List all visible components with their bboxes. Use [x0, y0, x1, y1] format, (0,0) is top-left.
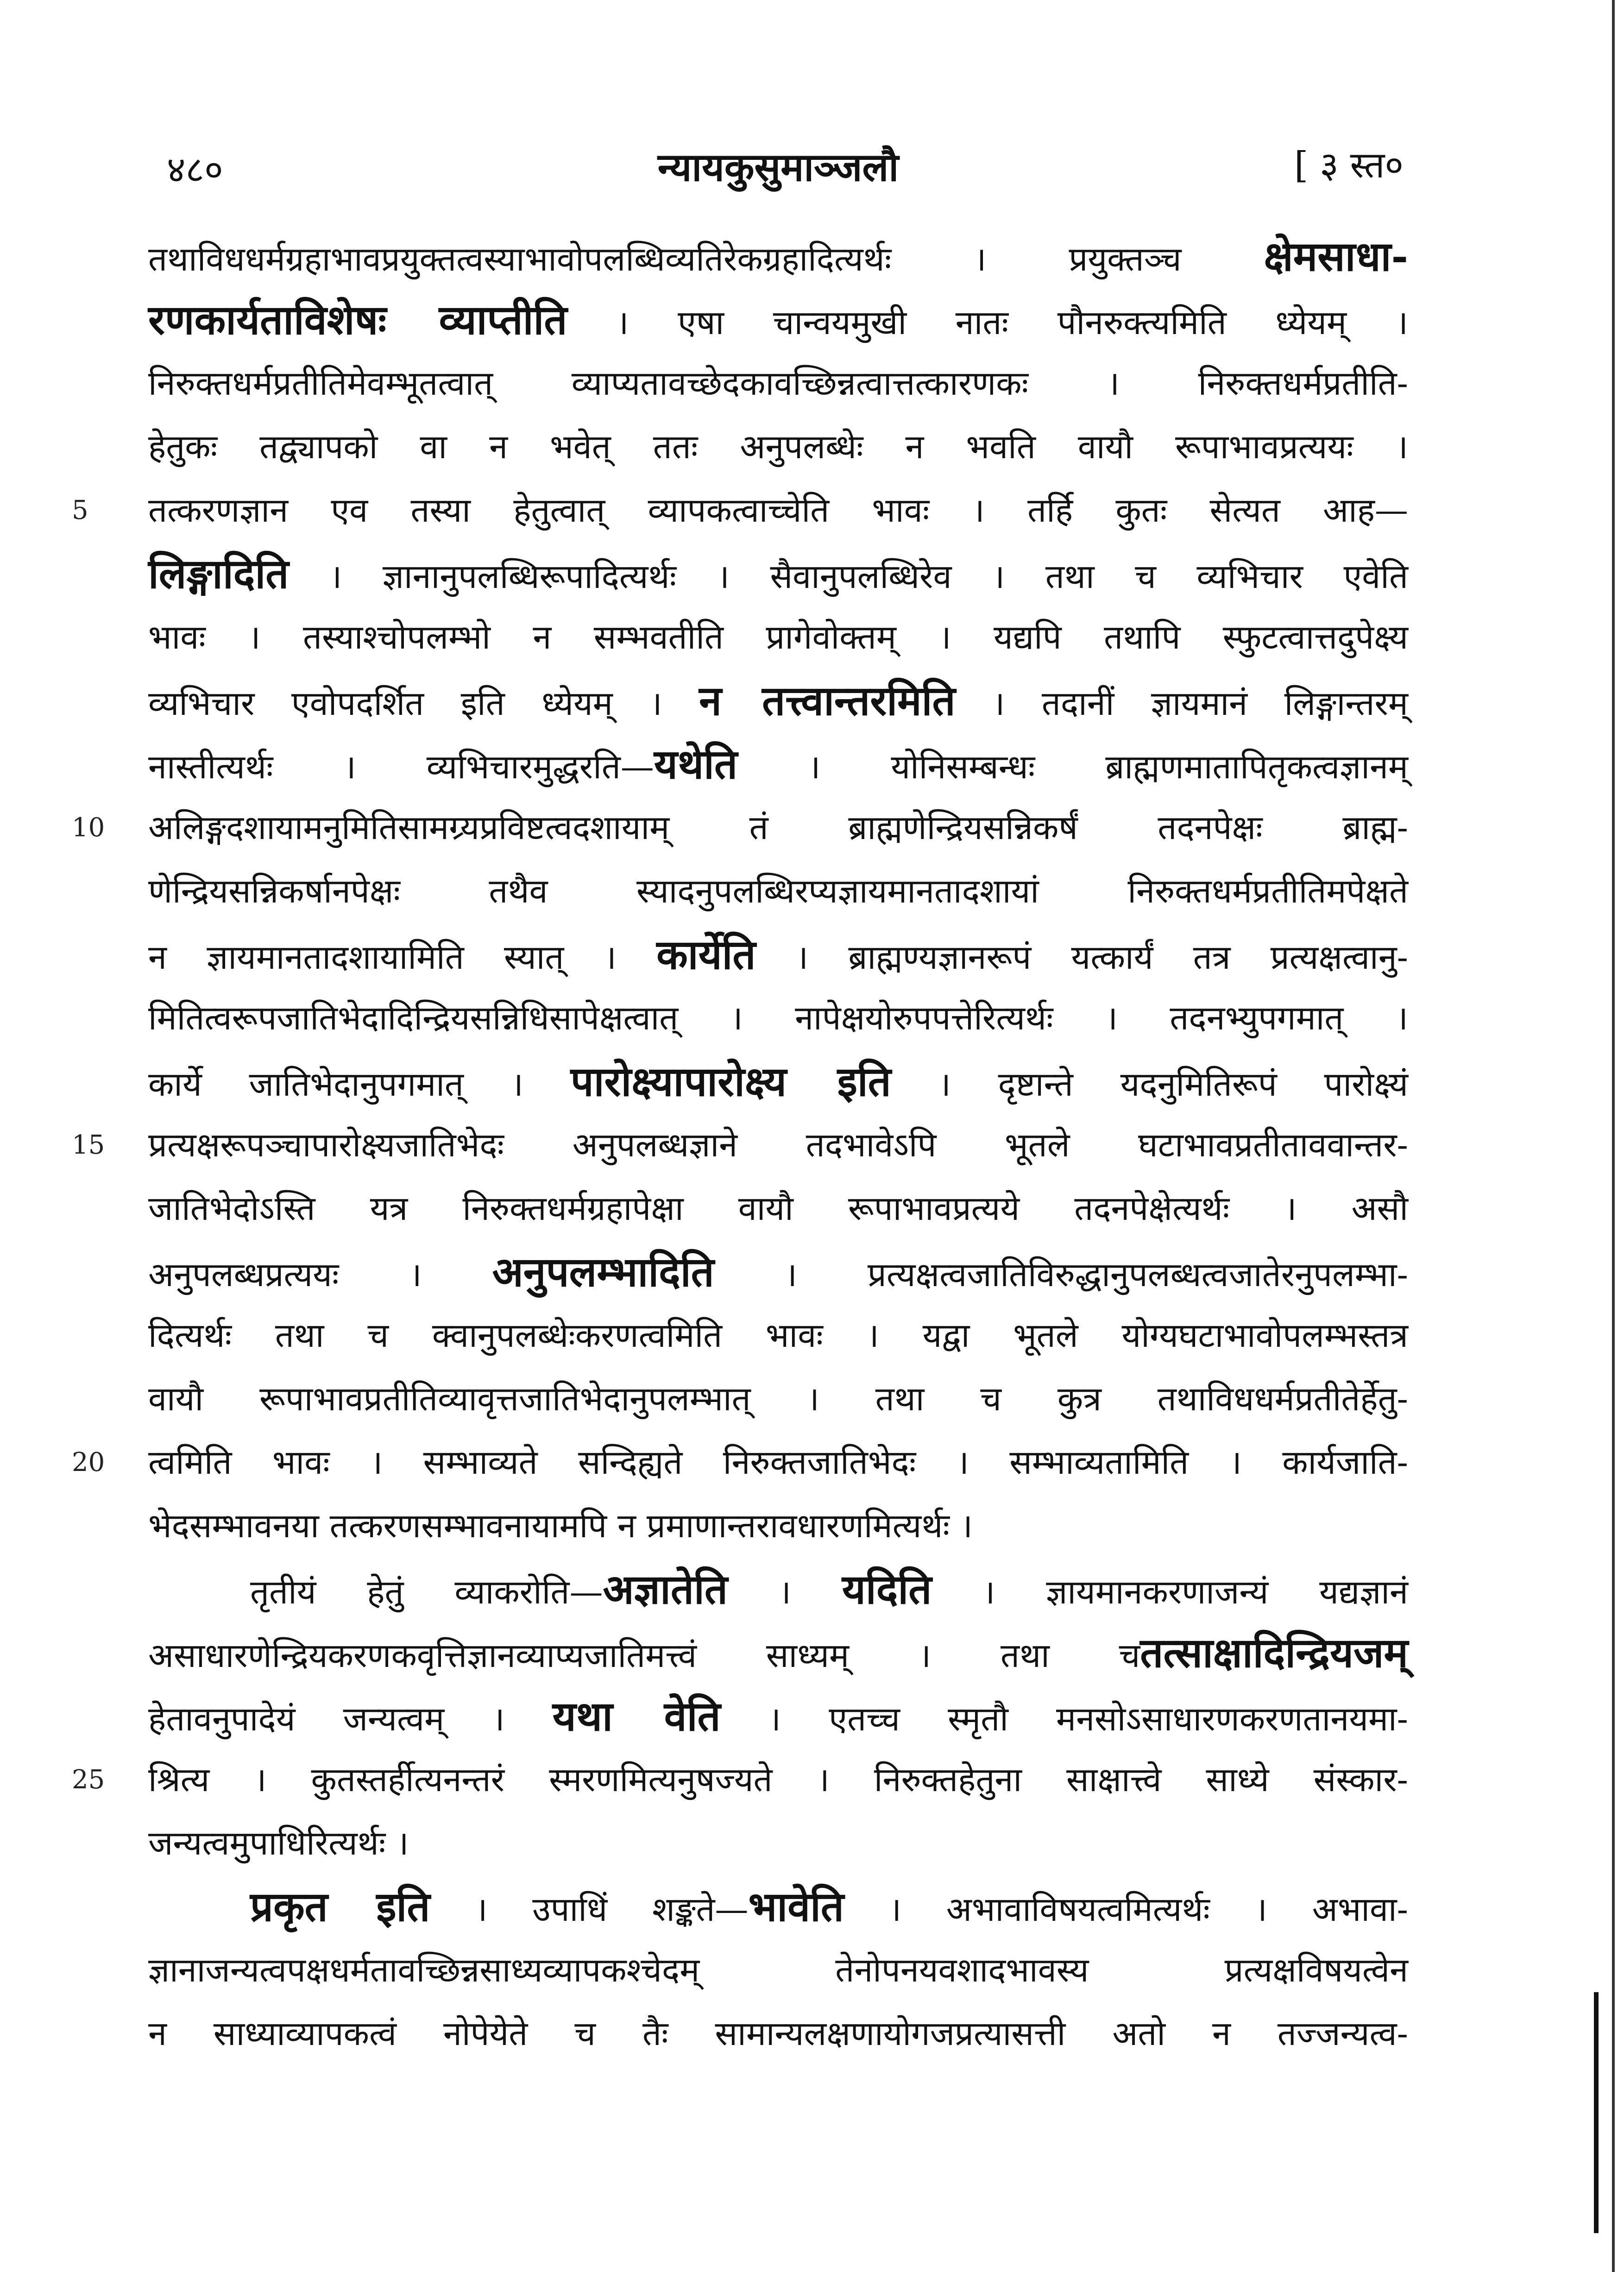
lemma-heading: भावेति	[748, 1882, 844, 1931]
text-line	[148, 2002, 1408, 2065]
text-line	[148, 859, 1408, 923]
page-number: ४८०	[167, 149, 223, 191]
lemma-heading: तत्साक्षादिन्द्रियजम्	[1140, 1628, 1408, 1677]
lemma-heading: कार्येति	[656, 930, 756, 978]
lemma-heading: अनुपलम्भादिति	[492, 1248, 714, 1296]
lemma-heading: अज्ञातेति	[603, 1565, 728, 1613]
text-line	[148, 1240, 1408, 1304]
line-text: । ब्राह्मण्यज्ञानरूपं यत्कार्यं तत्र प्रत्यक्षत्वानु-	[755, 938, 1408, 977]
text-line	[148, 986, 1408, 1050]
commentary-text	[72, 225, 1409, 2065]
line-text: । एतच्च स्मृतौ मनसोऽसाधारणकरणतानयमा-	[720, 1699, 1408, 1738]
text-line	[148, 415, 1408, 479]
line-text: भेदसम्भावनया तत्करणसम्भावनायामपि न प्रमाणान्तरावधारणमित्यर्थः ।	[148, 1506, 973, 1545]
line-text: । ज्ञायमानकरणाजन्यं यद्यज्ञानं	[932, 1572, 1408, 1611]
lemma-heading: पारोक्ष्यापारोक्ष्य इति	[570, 1057, 891, 1105]
text-line	[148, 669, 1408, 732]
line-text: प्रत्यक्षरूपञ्चापारोक्ष्यजातिभेदः अनुपलब्धज्ञाने तदभावेऽपि भूतले घटाभावप्रतीताववान्तर-	[148, 1125, 1408, 1164]
line-text: न ज्ञायमानतादशायामिति स्यात् ।	[148, 938, 657, 977]
line-text: तृतीयं हेतुं व्याकरोति—	[250, 1572, 603, 1611]
text-line	[72, 1113, 1408, 1177]
line-text: णेन्द्रियसन्निकर्षानपेक्षः तथैव स्यादनुपलब्धिरप्यज्ञायमानतादशायां निरुक्तधर्मप्रतीतिमपेक्षते	[148, 871, 1408, 910]
line-number: 20	[72, 1447, 105, 1477]
line-text: वायौ रूपाभावप्रतीतिव्यावृत्तजातिभेदानुपलम्भात् । तथा च कुत्र तथाविधधर्मप्रतीतेर्हेतु-	[148, 1379, 1408, 1418]
text-line	[148, 1621, 1408, 1685]
text-line	[148, 288, 1408, 352]
line-text: । एषा चान्वयमुखी नातः पौनरुक्त्यमिति ध्येयम् ।	[567, 303, 1408, 342]
line-text: श्रित्य । कुतस्तर्हीत्यनन्तरं स्मरणमित्यनुषज्यते । निरुक्तहेतुना साक्षात्त्वे साध्ये संस्कार-	[148, 1760, 1408, 1799]
text-line	[72, 796, 1408, 859]
line-text: निरुक्तधर्मप्रतीतिमेवम्भूतत्वात् व्याप्यतावच्छेदकावच्छिन्नत्वात्तत्कारणकः । निरुक्तधर्मप्रतीति-	[148, 364, 1408, 403]
line-text: जन्यत्वमुपाधिरित्यर्थः ।	[148, 1824, 409, 1862]
running-title: न्यायकुसुमाञ्जलौ	[657, 144, 899, 190]
line-text: व्यभिचार एवोपदर्शित इति ध्येयम् ।	[148, 684, 699, 723]
text-line	[148, 1811, 1408, 1875]
lemma-heading: न तत्त्वान्तरमिति	[699, 676, 956, 725]
line-text: अलिङ्गदशायामनुमितिसामग्र्यप्रविष्टत्वदशायाम् तं ब्राह्मणेन्द्रियसन्निकर्षं तदनपेक्षः ब्राह्म-	[148, 808, 1408, 847]
text-line	[148, 1177, 1408, 1240]
text-line	[148, 1304, 1408, 1367]
line-text: हेतुकः तद्व्यापको वा न भवेत् ततः अनुपलब्धेः न भवति वायौ रूपाभावप्रत्ययः ।	[148, 427, 1408, 466]
line-text: मितित्वरूपजातिभेदादिन्द्रियसन्निधिसापेक्षत्वात् । नापेक्षयोरुपपत्तेरित्यर्थः । तदनभ्युपगमात् ।	[148, 998, 1408, 1037]
lemma-heading: प्रकृत इति	[250, 1882, 430, 1931]
line-text: । दृष्टान्ते यदनुमितिरूपं पारोक्ष्यं	[891, 1065, 1409, 1104]
line-text: हेतावनुपादेयं जन्यत्वम् ।	[148, 1699, 553, 1738]
line-text: असाधारणेन्द्रियकरणकवृत्तिज्ञानव्याप्यजातिमत्त्वं साध्यम् । तथा च	[148, 1636, 1140, 1675]
line-text: । योनिसम्बन्धः ब्राह्मणमातापितृकत्वज्ञानम्	[737, 747, 1408, 786]
line-text: त्वमिति भावः । सम्भाव्यते सन्दिह्यते निरुक्तजातिभेदः । सम्भाव्यतामिति । कार्यजाति-	[148, 1443, 1408, 1482]
line-number: 10	[72, 813, 105, 843]
line-number: 25	[72, 1765, 105, 1795]
text-line	[148, 1558, 1408, 1621]
line-text: भावः । तस्याश्चोपलम्भो न सम्भवतीति प्रागेवोक्तम् । यद्यपि तथापि स्फुटत्वात्तदुपेक्ष्य	[148, 618, 1408, 656]
lemma-heading: क्षेमसाधा-	[1264, 232, 1408, 280]
text-line	[148, 1685, 1408, 1748]
lemma-heading: यदिति	[842, 1565, 932, 1613]
text-line	[148, 352, 1408, 415]
line-text: जातिभेदोऽस्ति यत्र निरुक्तधर्मग्रहापेक्षा वायौ रूपाभावप्रत्यये तदनपेक्षेत्यर्थः । असौ	[148, 1189, 1408, 1228]
line-text: कार्ये जातिभेदानुपगमात् ।	[148, 1065, 571, 1104]
text-line	[148, 732, 1408, 796]
line-text: न साध्याव्यापकत्वं नोपेयेते च तैः सामान्यलक्षणायोगजप्रत्यासत्ती अतो न तज्जन्यत्व-	[148, 2014, 1408, 2053]
line-number: 5	[72, 495, 88, 525]
line-text: । अभावाविषयत्वमित्यर्थः । अभावा-	[844, 1890, 1408, 1929]
lemma-heading: यथा वेति	[552, 1692, 721, 1740]
page-header	[153, 139, 1404, 195]
text-line	[148, 606, 1408, 669]
text-line	[148, 1494, 1408, 1558]
text-line	[148, 225, 1408, 288]
text-line	[148, 542, 1408, 606]
lemma-heading: रणकार्यताविशेषः व्याप्तीति	[148, 296, 567, 344]
text-line	[72, 1431, 1408, 1494]
line-text: दित्यर्थः तथा च क्वानुपलब्धेःकरणत्वमिति भावः । यद्वा भूतले योग्यघटाभावोपलम्भस्तत्र	[148, 1316, 1408, 1355]
section-marker: [ ३ स्त०	[1294, 145, 1404, 186]
line-text: । उपाधिं शङ्कते—	[430, 1890, 749, 1929]
line-text: । ज्ञानानुपलब्धिरूपादित्यर्थः । सैवानुपलब्धिरेव । तथा च व्यभिचार एवेति	[289, 557, 1408, 596]
text-line	[148, 1875, 1408, 1938]
text-line	[148, 1938, 1408, 2002]
lemma-heading: लिङ्गादिति	[148, 549, 289, 598]
lemma-heading: यथेति	[654, 740, 738, 788]
line-text: । प्रत्यक्षत्वजातिविरुद्धानुपलब्धत्वजातेरनुपलम्भा-	[714, 1255, 1408, 1294]
line-text: ।	[728, 1572, 842, 1611]
line-number: 15	[72, 1130, 105, 1160]
text-line	[72, 1748, 1408, 1811]
line-text: ज्ञानाजन्यत्वपक्षधर्मतावच्छिन्नसाध्यव्यापकश्चेदम् तेनोपनयवशादभावस्य प्रत्यक्षविषयत्वेन	[148, 1950, 1408, 1989]
line-text: । तदानीं ज्ञायमानं लिङ्गान्तरम्	[955, 684, 1408, 723]
text-line	[148, 1367, 1408, 1431]
text-line	[72, 479, 1408, 542]
text-line	[148, 923, 1408, 986]
line-text: तत्करणज्ञान एव तस्या हेतुत्वात् व्यापकत्वाच्चेति भावः । तर्हि कुतः सेत्यत आह—	[148, 491, 1408, 530]
line-text: नास्तीत्यर्थः । व्यभिचारमुद्धरति—	[148, 747, 654, 786]
text-line	[148, 1050, 1408, 1113]
line-text: तथाविधधर्मग्रहाभावप्रयुक्तत्वस्याभावोपलब्धिव्यतिरेकग्रहादित्यर्थः । प्रयुक्तञ्च	[148, 240, 1264, 278]
line-text: अनुपलब्धप्रत्ययः ।	[148, 1255, 492, 1294]
margin-mark	[1594, 1992, 1599, 2233]
margin-rule	[1612, 0, 1615, 2272]
